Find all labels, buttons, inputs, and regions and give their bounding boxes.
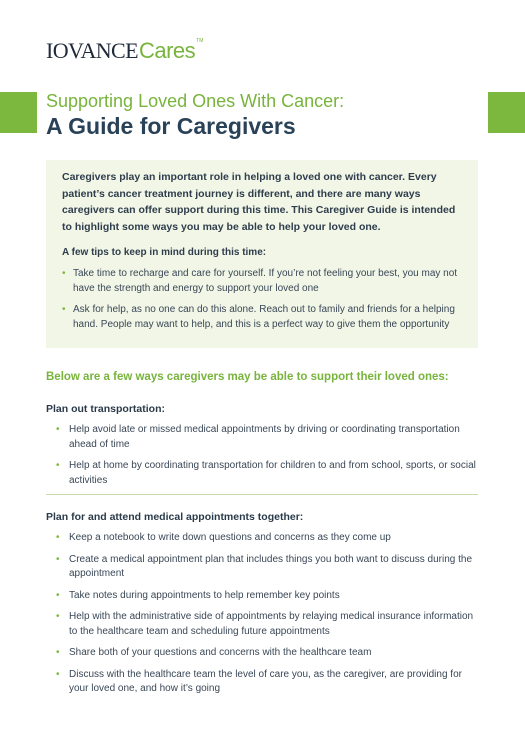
list-item-text: Take notes during appointments to help remember key points: [69, 589, 340, 601]
list-item: [56, 459, 478, 488]
transportation-list: [46, 423, 478, 488]
section-divider: [46, 494, 478, 495]
list-item-text: Help at home by coordinating transportation for children to and from school, sports, or social activities: [69, 460, 476, 486]
logo-cares-text: Cares: [138, 38, 196, 63]
list-item: [56, 589, 478, 604]
section-heading: Plan for and attend medical appointments together:: [46, 511, 304, 523]
logo-brand-text: IOVANCE: [46, 38, 138, 63]
list-item-text: Discuss with the healthcare team the level of care you, as the caregiver, are providing for your loved one, and how it’s going: [69, 668, 462, 694]
bullet-icon: •: [56, 553, 60, 565]
list-item: [62, 303, 464, 332]
page-subtitle: Supporting Loved Ones With Cancer:: [46, 91, 345, 111]
list-item: [56, 531, 478, 546]
list-item-text: Create a medical appointment plan that includes things you both want to discuss during the appointment: [69, 553, 473, 579]
list-item-text: Help with the administrative side of appointments by relaying medical insurance information to the healthcare team and scheduling future appointments: [69, 611, 474, 637]
green-tab-right: [488, 92, 525, 133]
bullet-icon: •: [56, 647, 60, 658]
bullet-icon: •: [62, 268, 66, 279]
bullet-icon: •: [56, 424, 60, 435]
tips-list: [62, 267, 464, 332]
bullet-icon: •: [56, 589, 60, 601]
bullet-icon: •: [56, 611, 60, 622]
list-item-text: Help avoid late or missed medical appointments by driving or coordinating transportation ahead of time: [69, 424, 460, 450]
tips-heading: A few tips to keep in mind during this time:: [62, 247, 267, 258]
bullet-icon: •: [56, 460, 60, 471]
ways-heading: Below are a few ways caregivers may be able to support their loved ones:: [46, 371, 449, 383]
list-item: [56, 668, 478, 697]
page-title: A Guide for Caregivers: [46, 113, 296, 139]
list-item-text: Share both of your questions and concerns with the healthcare team: [69, 647, 372, 658]
list-item: [56, 553, 478, 582]
logo-trademark: TM: [196, 38, 204, 44]
list-item-text: Take time to recharge and care for yourself. If you’re not feeling your best, you may not have the strength and energy to support your loved one: [73, 268, 458, 294]
section-heading: Plan out transportation:: [46, 403, 165, 415]
iovance-cares-logo: [46, 36, 203, 62]
list-item: [56, 646, 478, 661]
intro-paragraph: Caregivers play an important role in helping a loved one with cancer. Every patient’s cancer treatment journey is different, and there are many ways caregivers can offer support during this time. This Caregiver Guide is intended to highlight some ways you may be able to help your loved one.: [62, 171, 456, 233]
list-item: [56, 610, 478, 639]
bullet-icon: •: [56, 668, 60, 680]
list-item-text: Keep a notebook to write down questions and concerns as they come up: [69, 532, 391, 543]
intro-box: [46, 160, 478, 348]
appointments-list: [46, 531, 478, 697]
transportation-section: [46, 402, 478, 488]
green-tab-left: [0, 92, 37, 133]
list-item: [62, 267, 464, 296]
list-item-text: Ask for help, as no one can do this alone. Reach out to family and friends for a helping hand. People may want to help, and this is a perfect way to give them the opportunity: [73, 304, 455, 330]
appointments-section: [46, 510, 478, 697]
bullet-icon: •: [62, 304, 66, 315]
bullet-icon: •: [56, 532, 60, 543]
list-item: [56, 423, 478, 452]
